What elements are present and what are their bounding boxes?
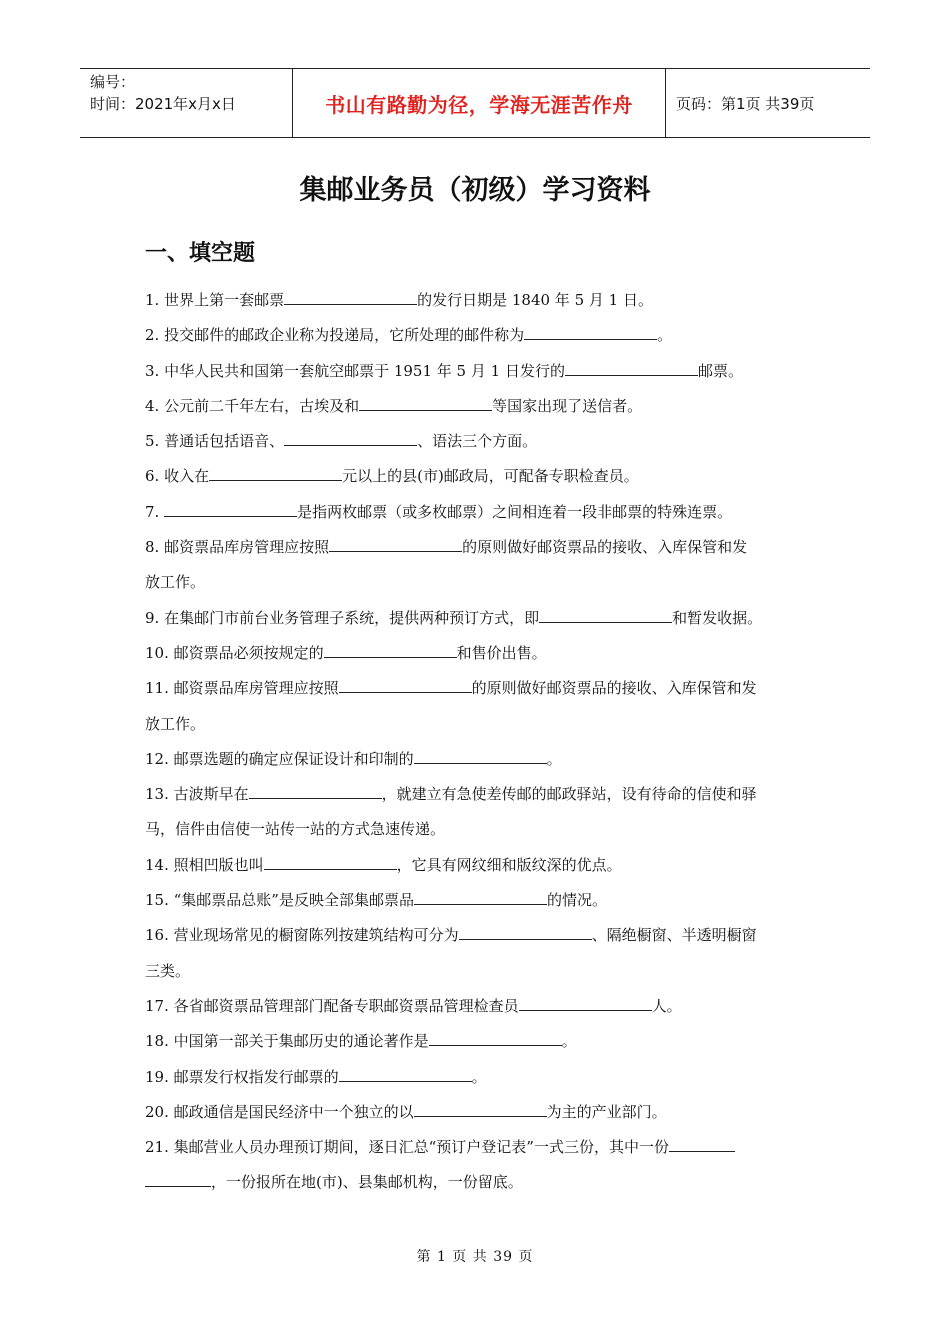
- question-text-before: 9. 在集邮门市前台业务管理子系统，提供两种预订方式，即: [145, 608, 540, 627]
- question-text-after: 的情况。: [546, 891, 607, 910]
- question-text-after: 的原则做好邮资票品的接收、入库保管和发: [471, 679, 757, 698]
- time-label: 时间：2021年x月x日: [90, 95, 236, 113]
- answer-blank: [565, 361, 698, 376]
- question-line: [145, 1060, 825, 1095]
- question-text-after: 是指两枚邮票（或多枚邮票）之间相连着一段非邮票的特殊连票。: [297, 502, 733, 521]
- question-text-before: 3. 中华人民共和国第一套航空邮票于 1951 年 5 月 1 日发行的: [145, 361, 565, 380]
- question-text-before: 10. 邮资票品必须按规定的: [145, 643, 324, 662]
- question-text-before: 19. 邮票发行权指发行邮票的: [145, 1067, 339, 1086]
- answer-blank: [324, 643, 457, 658]
- question-text-before: 5. 普通话包括语音、: [145, 432, 285, 451]
- question-text-after: 的发行日期是 1840 年 5 月 1 日。: [417, 291, 653, 309]
- question-text-before: 13. 古波斯早在: [145, 785, 249, 804]
- question-text-after: 。: [561, 1032, 577, 1051]
- question-text-after: 为主的产业部门。: [546, 1102, 667, 1121]
- document-header: [80, 68, 870, 138]
- question-text-before: 7.: [145, 502, 165, 521]
- question-text-after: 等国家出现了送信者。: [492, 396, 643, 415]
- question-line: [145, 883, 825, 918]
- question-text: 放工作。: [145, 573, 206, 592]
- question-text-after: 人。: [651, 996, 682, 1015]
- question-text-after: 、语法三个方面。: [417, 432, 538, 451]
- question-line: [145, 1095, 825, 1130]
- answer-blank: [339, 1067, 472, 1082]
- question-line: [145, 1024, 825, 1059]
- question-text-after: ，就建立有急使差传邮的邮政驿站，设有待命的信使和驿: [381, 785, 757, 804]
- question-text-before: 17. 各省邮资票品管理部门配备专职邮资票品管理检查员: [145, 996, 519, 1015]
- question-line: [145, 636, 825, 671]
- question-text: 马，信件由信使一站传一站的方式急速传递。: [145, 820, 446, 839]
- question-text-before: 1. 世界上第一套邮票: [145, 291, 285, 309]
- question-text-after: 的原则做好邮资票品的接收、入库保管和发: [462, 538, 748, 557]
- question-line: [145, 495, 825, 530]
- question-text-after: 。: [657, 326, 673, 345]
- question-text-before: 4. 公元前二千年左右，古埃及和: [145, 396, 360, 415]
- answer-blank: [414, 1102, 547, 1117]
- question-text-after: ，它具有网纹细和版纹深的优点。: [396, 855, 622, 874]
- question-text-after: ，一份报所在地(市)、县集邮机构，一份留底。: [211, 1173, 523, 1192]
- question-line: [145, 1130, 825, 1165]
- question-line: [145, 389, 825, 424]
- question-line: [145, 954, 825, 989]
- question-text-after: 元以上的县(市)邮政局，可配备专职检查员。: [342, 467, 639, 486]
- question-line: [145, 354, 825, 389]
- question-line: [145, 459, 825, 494]
- question-text-before: 16. 营业现场常见的橱窗陈列按建筑结构可分为: [145, 926, 459, 945]
- question-line: [145, 565, 825, 600]
- question-line: [145, 812, 825, 847]
- question-text-after: 邮票。: [697, 361, 743, 380]
- answer-blank: [669, 1137, 735, 1152]
- header-page-cell: [666, 69, 870, 137]
- question-text-before: 20. 邮政通信是国民经济中一个独立的以: [145, 1102, 414, 1121]
- header-meta: [80, 69, 292, 137]
- question-text: 放工作。: [145, 714, 206, 733]
- motto: 书山有路勤为径，学海无涯苦作舟: [325, 92, 633, 117]
- answer-blank: [339, 678, 472, 693]
- answer-blank: [209, 466, 342, 481]
- answer-blank: [539, 608, 672, 623]
- question-text-before: 15. “集邮票品总账”是反映全部集邮票品: [145, 891, 414, 910]
- answer-blank: [429, 1031, 562, 1046]
- question-line: [145, 848, 825, 883]
- question-line: [145, 530, 825, 565]
- question-text-before: 11. 邮资票品库房管理应按照: [145, 679, 339, 698]
- question-line: [145, 918, 825, 953]
- document-title: 集邮业务员（初级）学习资料: [299, 175, 651, 206]
- question-text-after: 。: [546, 749, 562, 768]
- question-text-before: 12. 邮票选题的确定应保证设计和印制的: [145, 749, 414, 768]
- question-text-after: 和售价出售。: [456, 643, 547, 662]
- header-motto-cell: [292, 69, 666, 137]
- question-line: [145, 318, 825, 353]
- question-line: [145, 283, 825, 318]
- answer-blank: [284, 431, 417, 446]
- answer-blank: [284, 290, 417, 305]
- page-info: 页码：第1页 共39页: [676, 94, 815, 113]
- answer-blank: [249, 784, 382, 799]
- question-line: [145, 707, 825, 742]
- question-text-before: 2. 投交邮件的邮政企业称为投递局，它所处理的邮件称为: [145, 326, 525, 345]
- answer-blank: [329, 537, 462, 552]
- question-line: [145, 777, 825, 812]
- section-heading: 一、填空题: [145, 241, 256, 266]
- answer-blank: [164, 502, 297, 517]
- answer-blank: [524, 325, 657, 340]
- question-text-before: 18. 中国第一部关于集邮历史的通论著作是: [145, 1032, 429, 1051]
- question-text-after: 。: [471, 1067, 487, 1086]
- answer-blank: [459, 925, 592, 940]
- question-text-before: 6. 收入在: [145, 467, 210, 486]
- question-line: [145, 424, 825, 459]
- answer-blank: [359, 396, 492, 411]
- question-text-before: 21. 集邮营业人员办理预订期间，逐日汇总“预订户登记表”一式三份，其中一份: [145, 1138, 669, 1157]
- answer-blank: [145, 1172, 211, 1187]
- page-footer: 第 1 页 共 39 页: [416, 1249, 534, 1265]
- question-line: [145, 989, 825, 1024]
- question-list: [145, 283, 825, 1201]
- question-text-after: 、隔绝橱窗、半透明橱窗: [591, 926, 757, 945]
- answer-blank: [519, 996, 652, 1011]
- question-text-before: 14. 照相凹版也叫: [145, 855, 264, 874]
- answer-blank: [414, 749, 547, 764]
- question-line: [145, 1165, 825, 1200]
- answer-blank: [264, 855, 397, 870]
- question-line: [145, 742, 825, 777]
- question-text: 三类。: [145, 961, 191, 980]
- number-label: 编号：: [90, 73, 136, 91]
- question-text-after: 和暂发收据。: [672, 608, 763, 627]
- answer-blank: [414, 890, 547, 905]
- question-line: [145, 601, 825, 636]
- question-line: [145, 671, 825, 706]
- question-text-before: 8. 邮资票品库房管理应按照: [145, 538, 330, 557]
